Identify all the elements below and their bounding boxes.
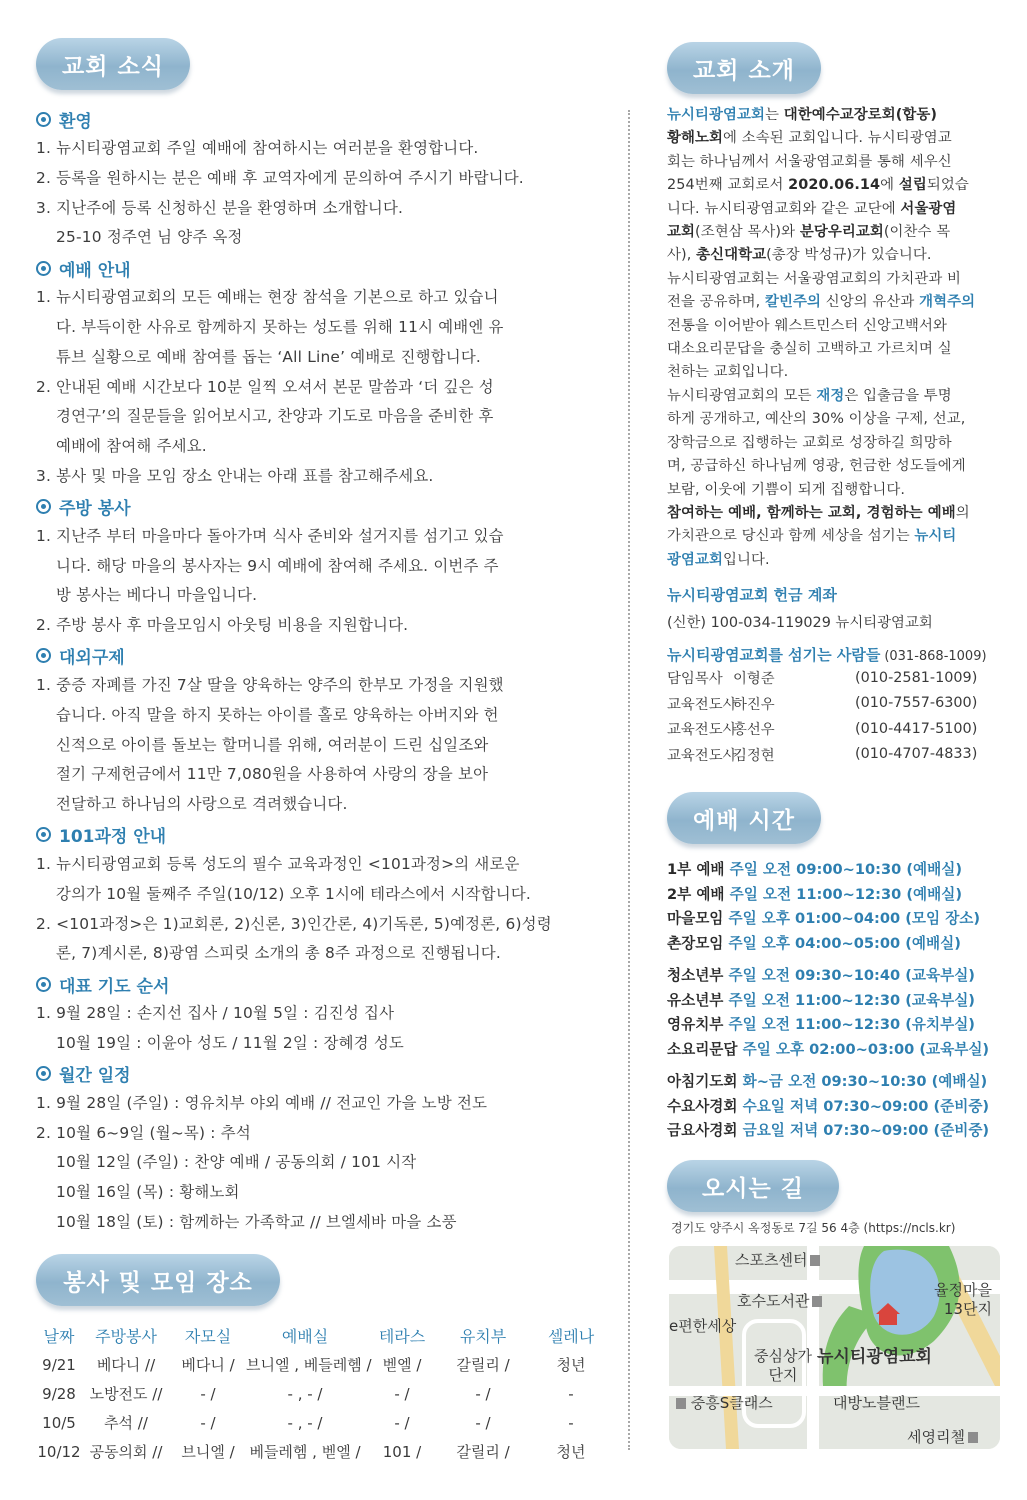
church-intro bbox=[667, 104, 1002, 767]
news-line: 10월 18일 (토) : 함께하는 가족학교 // 브엘세바 마을 소풍 bbox=[56, 1212, 457, 1231]
offering-account-title: 뉴시티광염교회 헌금 계좌 bbox=[667, 586, 837, 605]
table-cell: - bbox=[568, 1413, 574, 1432]
worship-time-row: 유소년부 주일 오전 11:00~12:30 (교육부실) bbox=[667, 991, 975, 1009]
table-cell: 벧엘 / bbox=[382, 1356, 422, 1374]
bullet-icon bbox=[36, 499, 51, 514]
map-label-e-pyeonhan: e편한세상 bbox=[669, 1317, 737, 1335]
welcome-section-title: 환영 bbox=[36, 104, 616, 134]
map-label-yuljeong: 율정마을 13단지 bbox=[934, 1281, 992, 1318]
church-intro-heading: 교회 소개 bbox=[667, 42, 821, 94]
table-cell: 추석 // bbox=[104, 1414, 148, 1432]
table-cell: 청년 bbox=[556, 1443, 586, 1461]
col-terrace: 테라스 bbox=[378, 1326, 426, 1346]
worship-time-row: 영유치부 주일 오전 11:00~12:30 (유치부실) bbox=[667, 1016, 975, 1033]
table-cell: 청년 bbox=[556, 1356, 586, 1374]
table-cell: 101 / bbox=[382, 1442, 422, 1461]
news-line: 10월 16일 (목) : 황해노회 bbox=[56, 1183, 240, 1202]
table-cell: 공동의회 // bbox=[89, 1443, 163, 1461]
bullet-icon bbox=[36, 648, 51, 663]
table-cell: - / bbox=[394, 1413, 410, 1432]
news-line: 전달하고 하나님의 사랑으로 격려했습니다. bbox=[56, 795, 348, 814]
table-cell: 노방전도 // bbox=[89, 1385, 163, 1403]
news-line: 3. 봉사 및 마을 모임 장소 안내는 아래 표를 참고해주세요. bbox=[36, 466, 434, 485]
service-table bbox=[36, 1320, 616, 1466]
map-label-central-complex: 중심상가 단지 bbox=[754, 1347, 812, 1384]
table-row bbox=[36, 1350, 616, 1379]
news-line: 다. 부득이한 사유로 함께하지 못하는 성도를 위해 11시 예배엔 유 bbox=[56, 317, 504, 336]
news-line: 10월 19일 : 이윤아 성도 / 11월 2일 : 장혜경 성도 bbox=[56, 1033, 404, 1052]
worship-time-row: 금요사경회 금요일 저녁 07:30~09:00 (준비중) bbox=[667, 1122, 990, 1139]
news-line: 1. 뉴시티광염교회 등록 성도의 필수 교육과정인 <101과정>의 새로운 bbox=[36, 854, 520, 873]
worship-time-row: 수요사경회 수요일 저녁 07:30~09:00 (준비중) bbox=[667, 1097, 990, 1115]
table-cell: 9/21 bbox=[42, 1355, 76, 1374]
news-line: 10월 12일 (주일) : 찬양 예배 / 공동의회 / 101 시작 bbox=[56, 1153, 417, 1172]
news-line: 2. 등록을 원하시는 분은 예배 후 교역자에게 문의하여 주시기 바랍니다. bbox=[36, 168, 524, 187]
worship-time-heading: 예배 시간 bbox=[667, 792, 821, 844]
table-cell: - , - / bbox=[287, 1413, 323, 1432]
news-line: 1. 9월 28일 : 손지선 집사 / 10월 5일 : 김진성 집사 bbox=[36, 1004, 395, 1023]
news-line: 2. 주방 봉사 후 마을모임시 아웃팅 비용을 지원합니다. bbox=[36, 616, 409, 635]
news-line: 2. 안내된 예배 시간보다 10분 일찍 오셔서 본문 말씀과 ‘더 깊은 성 bbox=[36, 377, 494, 396]
news-line: 1. 9월 28일 (주일) : 영유치부 야외 예배 // 전교인 가을 노방 전도 bbox=[36, 1093, 488, 1112]
table-cell: - / bbox=[394, 1384, 410, 1403]
offering-account: (신한) 100-034-119029 뉴시티광염교회 bbox=[667, 615, 933, 632]
col-sanctuary: 예배실 bbox=[281, 1326, 329, 1346]
staff-row: 교육전도사 하진우 (010-7557-6300) bbox=[667, 695, 978, 713]
news-line: 1. 뉴시티광염교회의 모든 예배는 현장 참석을 기본으로 하고 있습니 bbox=[36, 288, 499, 307]
table-cell: - / bbox=[200, 1413, 216, 1432]
worship-time-row: 소요리문답 주일 오후 02:00~03:00 (교육부실) bbox=[667, 1040, 990, 1058]
table-cell: - / bbox=[475, 1384, 491, 1403]
table-row bbox=[36, 1408, 616, 1437]
bullet-icon bbox=[36, 261, 51, 276]
news-line: 방 봉사는 베다니 마을입니다. bbox=[56, 586, 258, 605]
kitchen-section-title: 주방 봉사 bbox=[36, 492, 616, 522]
map-label-jungheung: 중흥S클래스 bbox=[673, 1392, 773, 1413]
table-cell: 베들레헴 , 벧엘 / bbox=[249, 1443, 361, 1461]
table-row bbox=[36, 1379, 616, 1408]
news-line: 니다. 해당 마을의 봉사자는 9시 예배에 참여해 주세요. 이번주 주 bbox=[56, 556, 499, 575]
news-line: 강의가 10월 둘째주 주일(10/12) 오후 1시에 테라스에서 시작합니다. bbox=[56, 884, 532, 903]
table-cell: 베다니 // bbox=[96, 1356, 156, 1374]
worship-time-row: 촌장모임 주일 오후 04:00~05:00 (예배실) bbox=[667, 934, 961, 952]
table-cell: - bbox=[568, 1384, 574, 1403]
col-selena: 셀레나 bbox=[547, 1326, 595, 1346]
table-cell: 10/5 bbox=[42, 1413, 76, 1432]
prayer-section-title: 대표 기도 순서 bbox=[36, 969, 616, 999]
bullet-icon bbox=[36, 977, 51, 992]
relief-section-title: 대외구제 bbox=[36, 641, 616, 671]
church-news-heading: 교회 소식 bbox=[36, 38, 190, 90]
table-cell: 갈릴리 / bbox=[456, 1356, 510, 1374]
map-label-sports-center: 스포츠센터 bbox=[735, 1249, 820, 1270]
col-kitchen: 주방봉사 bbox=[95, 1326, 157, 1346]
table-cell: - / bbox=[200, 1384, 216, 1403]
news-line: 신적으로 아이를 돌보는 할머니를 위해, 여러분이 드린 십일조와 bbox=[56, 735, 489, 754]
column-divider bbox=[628, 110, 630, 1450]
worship-time-row: 마을모임 주일 오후 01:00~04:00 (모임 장소) bbox=[667, 910, 981, 927]
worship-section-title: 예배 안내 bbox=[36, 253, 616, 283]
address: 경기도 양주시 옥정동로 7길 56 4층 (https://ncls.kr) bbox=[671, 1221, 956, 1235]
col-mothers-room: 자모실 bbox=[184, 1326, 232, 1346]
monthly-section-title: 월간 일정 bbox=[36, 1059, 616, 1089]
church-news bbox=[36, 104, 616, 1238]
news-line: 1. 뉴시티광염교회 주일 예배에 참여하시는 여러분을 환영합니다. bbox=[36, 139, 479, 157]
col-date: 날짜 bbox=[43, 1326, 75, 1346]
worship-time-row: 2부 예배 주일 오전 11:00~12:30 (예배실) bbox=[667, 885, 963, 903]
staff-row: 담임목사 이형준 (010-2581-1009) bbox=[667, 669, 978, 688]
map-label-church: 뉴시티광염교회 bbox=[817, 1347, 932, 1367]
table-cell: 브니엘 / bbox=[181, 1443, 235, 1461]
service-places-heading: 봉사 및 모임 장소 bbox=[36, 1254, 280, 1306]
intro-text: 뉴시티광염교회는 대한예수교장로회(합동) 황해노회에 소속된 교회입니다. 뉴시티광염교 회는 하나님께서 서울광염교회를 통해 세우신 254번째 교회로서 2020.06.14에 설립되었습 니다. 뉴시티광염교회와 같은 교단에 서울광염 교회(조현삼 목사)와 분당우리교회(이찬수 목 사), 총신대학교(총장 박성규)가 있습니다. 뉴시티광염교회는 서울광염교회의 가치관과 비 전을 공유하며, 칼빈주의 신앙의 유산과 개혁주의 전통을 이어받아 웨스트민스터 신앙고백서와 대소요리문답을 충실히 고백하고 가르치며 실 천하는 교회입니다. 뉴시티광염교회의 모든 재정은 입출금을 투명 하게 공개하고, 예산의 30% 이상을 구제, 선교, 장학금으로 집행하는 교회로 성장하길 희망하 며, 공급하신 하나님께 영광, 헌금한 성도들에게 보람, 이웃에 기쁨이 되게 집행합니다. 참여하는 예배, 함께하는 교회, 경험하는 예배의 가치관으로 당신과 함께 세상을 섬기는 뉴시티 광염교회입니다. bbox=[667, 107, 976, 568]
news-line: 튜브 실황으로 예배 참여를 돕는 ‘All Line’ 예배로 진행합니다. bbox=[56, 347, 481, 366]
table-cell: - / bbox=[475, 1413, 491, 1432]
staff-row: 교육전도사 김정현 (010-4707-4833) bbox=[667, 746, 978, 764]
col-kindergarten: 유치부 bbox=[459, 1326, 507, 1346]
course-section-title: 101과정 안내 bbox=[36, 820, 616, 850]
directions-heading: 오시는 길 bbox=[667, 1160, 839, 1212]
map-label-daebang: 대방노블랜드 bbox=[833, 1394, 920, 1412]
news-line: 경연구’의 질문들을 읽어보시고, 찬양과 기도로 마음을 준비한 후 bbox=[56, 407, 494, 426]
table-header bbox=[36, 1320, 616, 1350]
location-map bbox=[669, 1246, 1000, 1449]
news-line: 절기 구제헌금에서 11만 7,080원을 사용하여 사랑의 장을 보아 bbox=[56, 765, 489, 784]
news-line: 론, 7)계시론, 8)광염 스피릿 소개의 총 8주 과정으로 진행됩니다. bbox=[56, 944, 501, 963]
table-row bbox=[36, 1437, 616, 1466]
bullet-icon bbox=[36, 827, 51, 842]
table-cell: 10/12 bbox=[37, 1442, 81, 1461]
news-line: 1. 중증 자폐를 가진 7살 딸을 양육하는 양주의 한부모 가정을 지원했 bbox=[36, 675, 504, 694]
map-label-library: 호수도서관 bbox=[737, 1290, 822, 1311]
worship-time-row: 1부 예배 주일 오전 09:00~10:30 (예배실) bbox=[667, 861, 963, 878]
bullet-icon bbox=[36, 1066, 51, 1081]
staff-row: 교육전도사 홍선우 (010-4417-5100) bbox=[667, 720, 978, 739]
worship-time-row: 청소년부 주일 오전 09:30~10:40 (교육부실) bbox=[667, 967, 975, 984]
bullet-icon bbox=[36, 112, 51, 127]
staff-title: 뉴시티광염교회를 섬기는 사람들 (031-868-1009) bbox=[667, 646, 987, 665]
news-line: 습니다. 아직 말을 하지 못하는 아이를 홀로 양육하는 아버지와 헌 bbox=[56, 705, 499, 724]
news-line: 2. <101과정>은 1)교회론, 2)신론, 3)인간론, 4)기독론, 5)예정론, 6)성령 bbox=[36, 914, 552, 933]
news-line: 3. 지난주에 등록 신청하신 분을 환영하며 소개합니다. bbox=[36, 198, 404, 217]
news-line: 1. 지난주 부터 마을마다 돌아가며 식사 준비와 설거지를 섬기고 있습 bbox=[36, 526, 504, 545]
table-cell: 브니엘 , 베들레헴 / bbox=[246, 1356, 372, 1374]
worship-time-row: 아침기도회 화~금 오전 09:30~10:30 (예배실) bbox=[667, 1073, 988, 1090]
worship-times bbox=[667, 858, 1007, 1144]
news-line: 25-10 정주연 님 양주 옥정 bbox=[56, 228, 243, 247]
news-line: 예배에 참여해 주세요. bbox=[56, 437, 207, 456]
table-cell: - , - / bbox=[287, 1384, 323, 1403]
table-cell: 9/28 bbox=[42, 1384, 76, 1403]
news-line: 2. 10월 6~9일 (월~목) : 추석 bbox=[36, 1123, 251, 1142]
map-label-seyoung: 세영리첼 bbox=[907, 1426, 978, 1447]
table-cell: 베다니 / bbox=[181, 1356, 235, 1374]
table-cell: 갈릴리 / bbox=[456, 1443, 510, 1461]
